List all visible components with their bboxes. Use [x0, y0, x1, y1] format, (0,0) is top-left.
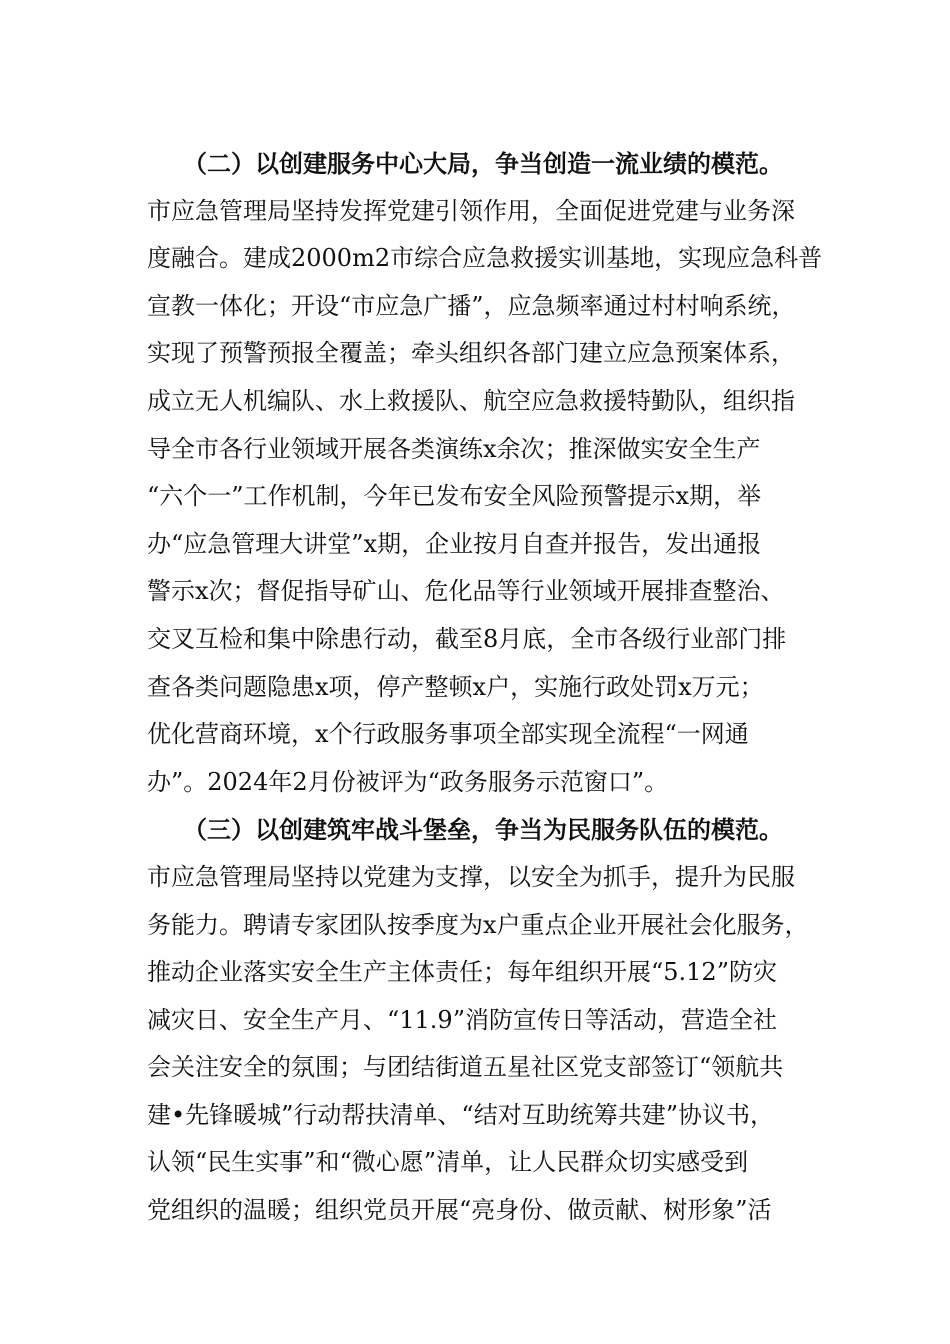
paragraph-line: 市应急管理局坚持发挥党建引领作用，全面促进党建与业务深 [147, 196, 795, 225]
paragraph-line: 会关注安全的氛围；与团结街道五星社区党支部签订“领航共 [147, 1053, 784, 1082]
paragraph-line: 成立无人机编队、水上救援队、航空应急救援特勤队，组织指 [147, 386, 795, 415]
paragraph-line: 导全市各行业领域开展各类演练x余次；推深做实安全生产 [147, 434, 761, 463]
paragraph-line: 优化营商环境，x个行政服务事项全部实现全流程“一网通 [147, 720, 749, 749]
paragraph-line: “六个一”工作机制，今年已发布安全风险预警提示x期，举 [147, 482, 762, 511]
document-body [147, 140, 823, 1235]
paragraph-line: 办”。2024年2月份被评为“政务服务示范窗口”。 [147, 767, 669, 796]
paragraph-line: 建•先锋暖城”行动帮扶清单、“结对互助统筹共建”协议书， [147, 1100, 774, 1129]
paragraph-line: 务能力。聘请专家团队按季度为x户重点企业开展社会化服务， [147, 910, 809, 939]
paragraph-line: 宣教一体化；开设“市应急广播”，应急频率通过村村响系统， [147, 291, 796, 320]
section-paragraph-3 [147, 854, 819, 1235]
section-heading-3: （三）以创建筑牢战斗堡垒，争当为民服务队伍的模范。 [183, 815, 783, 845]
paragraph-line: 认领“民生实事”和“微心愿”清单，让人民群众切实感受到 [147, 1148, 749, 1177]
paragraph-line: 减灾日、安全生产月、“11.9”消防宣传日等活动，营造全社 [147, 1005, 777, 1034]
paragraph-line: 交叉互检和集中除患行动，截至8月底，全市各级行业部门排 [147, 624, 787, 653]
section-heading-2: （二）以创建服务中心大局，争当创造一流业绩的模范。 [183, 149, 783, 178]
paragraph-line: 市应急管理局坚持以党建为支撑，以安全为抓手，提升为民服 [147, 862, 795, 891]
paragraph-line: 办“应急管理大讲堂”x期，企业按月自查并报告，发出通报 [147, 529, 762, 558]
section-paragraph-2 [147, 188, 823, 807]
paragraph-line: 警示x次；督促指导矿山、危化品等行业领域开展排查整治、 [147, 577, 785, 606]
paragraph-line: 推动企业落实安全生产主体责任；每年组织开展“5.12”防灾 [147, 958, 777, 987]
paragraph-line: 实现了预警预报全覆盖；牵头组织各部门建立应急预案体系， [147, 339, 795, 368]
paragraph-line: 度融合。建成2000m2市综合应急救援实训基地，实现应急科普 [147, 244, 823, 273]
paragraph-line: 党组织的温暖；组织党员开展“亮身份、做贡献、树形象”活 [147, 1196, 772, 1225]
paragraph-line: 查各类问题隐患x项，停产整顿x户，实施行政处罚x万元； [147, 672, 764, 701]
